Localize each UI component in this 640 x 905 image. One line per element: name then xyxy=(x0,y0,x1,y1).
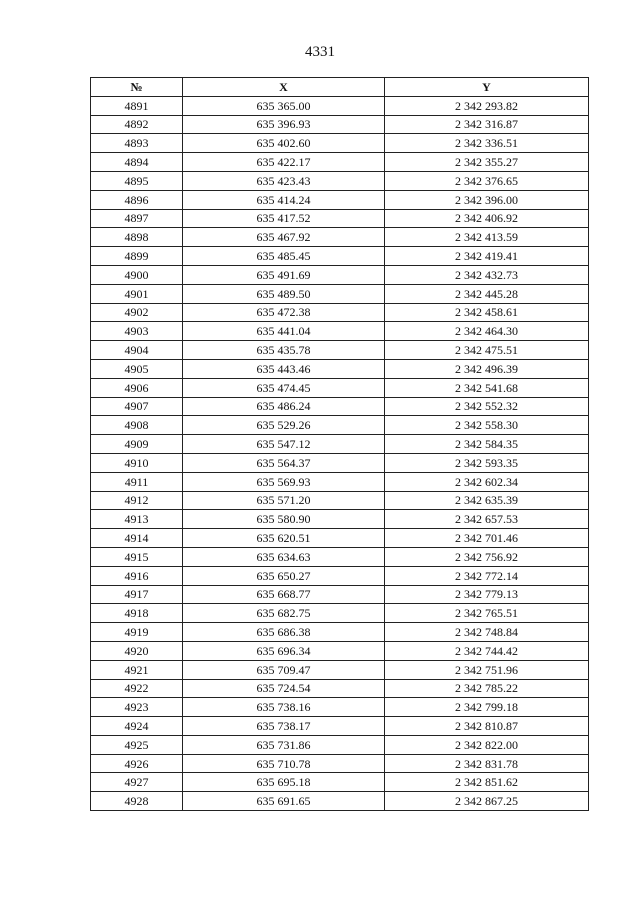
cell-x: 635 486.24 xyxy=(183,397,385,416)
cell-number: 4919 xyxy=(91,623,183,642)
cell-number: 4927 xyxy=(91,773,183,792)
cell-y: 2 342 867.25 xyxy=(385,792,589,811)
cell-x: 635 422.17 xyxy=(183,153,385,172)
table-row xyxy=(91,397,589,416)
cell-y: 2 342 772.14 xyxy=(385,566,589,585)
cell-y: 2 342 406.92 xyxy=(385,209,589,228)
cell-y: 2 342 419.41 xyxy=(385,247,589,266)
cell-y: 2 342 822.00 xyxy=(385,735,589,754)
cell-number: 4918 xyxy=(91,604,183,623)
cell-x: 635 396.93 xyxy=(183,115,385,134)
cell-x: 635 709.47 xyxy=(183,660,385,679)
cell-y: 2 342 475.51 xyxy=(385,341,589,360)
cell-number: 4925 xyxy=(91,735,183,754)
cell-x: 635 474.45 xyxy=(183,378,385,397)
table-row xyxy=(91,735,589,754)
cell-y: 2 342 744.42 xyxy=(385,641,589,660)
cell-number: 4907 xyxy=(91,397,183,416)
cell-x: 635 738.17 xyxy=(183,717,385,736)
table-row xyxy=(91,585,589,604)
cell-y: 2 342 558.30 xyxy=(385,416,589,435)
table-header-row xyxy=(91,78,589,97)
cell-y: 2 342 336.51 xyxy=(385,134,589,153)
cell-x: 635 435.78 xyxy=(183,341,385,360)
table-row xyxy=(91,359,589,378)
cell-y: 2 342 541.68 xyxy=(385,378,589,397)
cell-y: 2 342 432.73 xyxy=(385,265,589,284)
cell-number: 4924 xyxy=(91,717,183,736)
cell-y: 2 342 445.28 xyxy=(385,284,589,303)
table-row xyxy=(91,698,589,717)
cell-number: 4900 xyxy=(91,265,183,284)
table-row xyxy=(91,435,589,454)
table-row xyxy=(91,322,589,341)
cell-number: 4894 xyxy=(91,153,183,172)
cell-x: 635 547.12 xyxy=(183,435,385,454)
cell-y: 2 342 756.92 xyxy=(385,547,589,566)
cell-number: 4910 xyxy=(91,453,183,472)
table-row xyxy=(91,284,589,303)
cell-number: 4908 xyxy=(91,416,183,435)
table-row xyxy=(91,96,589,115)
cell-y: 2 342 293.82 xyxy=(385,96,589,115)
cell-x: 635 472.38 xyxy=(183,303,385,322)
table-row xyxy=(91,773,589,792)
cell-y: 2 342 413.59 xyxy=(385,228,589,247)
cell-x: 635 485.45 xyxy=(183,247,385,266)
cell-x: 635 417.52 xyxy=(183,209,385,228)
table-row xyxy=(91,547,589,566)
cell-y: 2 342 751.96 xyxy=(385,660,589,679)
cell-number: 4897 xyxy=(91,209,183,228)
cell-y: 2 342 701.46 xyxy=(385,529,589,548)
cell-number: 4920 xyxy=(91,641,183,660)
table-row xyxy=(91,623,589,642)
table-row xyxy=(91,303,589,322)
cell-number: 4923 xyxy=(91,698,183,717)
table-row xyxy=(91,228,589,247)
cell-x: 635 489.50 xyxy=(183,284,385,303)
cell-x: 635 668.77 xyxy=(183,585,385,604)
table-row xyxy=(91,134,589,153)
cell-number: 4928 xyxy=(91,792,183,811)
cell-number: 4901 xyxy=(91,284,183,303)
cell-y: 2 342 799.18 xyxy=(385,698,589,717)
cell-number: 4905 xyxy=(91,359,183,378)
cell-y: 2 342 810.87 xyxy=(385,717,589,736)
cell-x: 635 571.20 xyxy=(183,491,385,510)
table-row xyxy=(91,247,589,266)
cell-y: 2 342 396.00 xyxy=(385,190,589,209)
cell-number: 4899 xyxy=(91,247,183,266)
cell-x: 635 529.26 xyxy=(183,416,385,435)
cell-number: 4922 xyxy=(91,679,183,698)
cell-number: 4911 xyxy=(91,472,183,491)
cell-y: 2 342 316.87 xyxy=(385,115,589,134)
cell-number: 4916 xyxy=(91,566,183,585)
cell-x: 635 580.90 xyxy=(183,510,385,529)
cell-y: 2 342 376.65 xyxy=(385,171,589,190)
table-row xyxy=(91,679,589,698)
cell-x: 635 686.38 xyxy=(183,623,385,642)
table-row xyxy=(91,472,589,491)
cell-number: 4909 xyxy=(91,435,183,454)
table-row xyxy=(91,171,589,190)
cell-y: 2 342 496.39 xyxy=(385,359,589,378)
cell-x: 635 467.92 xyxy=(183,228,385,247)
cell-x: 635 491.69 xyxy=(183,265,385,284)
cell-x: 635 710.78 xyxy=(183,754,385,773)
cell-y: 2 342 635.39 xyxy=(385,491,589,510)
table-row xyxy=(91,265,589,284)
cell-number: 4902 xyxy=(91,303,183,322)
page-number: 4331 xyxy=(305,44,335,60)
cell-x: 635 402.60 xyxy=(183,134,385,153)
cell-x: 635 634.63 xyxy=(183,547,385,566)
cell-y: 2 342 355.27 xyxy=(385,153,589,172)
cell-number: 4906 xyxy=(91,378,183,397)
table-row xyxy=(91,510,589,529)
cell-y: 2 342 593.35 xyxy=(385,453,589,472)
cell-y: 2 342 552.32 xyxy=(385,397,589,416)
cell-x: 635 738.16 xyxy=(183,698,385,717)
cell-x: 635 695.18 xyxy=(183,773,385,792)
cell-x: 635 423.43 xyxy=(183,171,385,190)
table-row xyxy=(91,378,589,397)
table-body xyxy=(91,96,589,810)
table-row xyxy=(91,341,589,360)
table-row xyxy=(91,153,589,172)
cell-x: 635 691.65 xyxy=(183,792,385,811)
cell-number: 4913 xyxy=(91,510,183,529)
cell-y: 2 342 779.13 xyxy=(385,585,589,604)
cell-x: 635 682.75 xyxy=(183,604,385,623)
table-row xyxy=(91,416,589,435)
cell-number: 4904 xyxy=(91,341,183,360)
cell-x: 635 620.51 xyxy=(183,529,385,548)
table-row xyxy=(91,717,589,736)
table-row xyxy=(91,641,589,660)
table-row xyxy=(91,491,589,510)
cell-number: 4903 xyxy=(91,322,183,341)
table-row xyxy=(91,209,589,228)
cell-number: 4898 xyxy=(91,228,183,247)
coordinates-table xyxy=(90,77,589,811)
cell-x: 635 650.27 xyxy=(183,566,385,585)
column-header-number: № xyxy=(91,78,183,97)
cell-number: 4892 xyxy=(91,115,183,134)
cell-y: 2 342 831.78 xyxy=(385,754,589,773)
table-row xyxy=(91,190,589,209)
table-row xyxy=(91,115,589,134)
cell-number: 4912 xyxy=(91,491,183,510)
table-row xyxy=(91,754,589,773)
cell-number: 4895 xyxy=(91,171,183,190)
cell-x: 635 443.46 xyxy=(183,359,385,378)
column-header-x: X xyxy=(183,78,385,97)
cell-number: 4896 xyxy=(91,190,183,209)
cell-x: 635 365.00 xyxy=(183,96,385,115)
cell-y: 2 342 851.62 xyxy=(385,773,589,792)
cell-y: 2 342 657.53 xyxy=(385,510,589,529)
cell-x: 635 724.54 xyxy=(183,679,385,698)
cell-number: 4891 xyxy=(91,96,183,115)
cell-x: 635 414.24 xyxy=(183,190,385,209)
cell-number: 4914 xyxy=(91,529,183,548)
cell-number: 4917 xyxy=(91,585,183,604)
table-row xyxy=(91,792,589,811)
cell-x: 635 569.93 xyxy=(183,472,385,491)
cell-y: 2 342 765.51 xyxy=(385,604,589,623)
cell-y: 2 342 602.34 xyxy=(385,472,589,491)
table-row xyxy=(91,566,589,585)
cell-number: 4893 xyxy=(91,134,183,153)
cell-number: 4915 xyxy=(91,547,183,566)
cell-y: 2 342 785.22 xyxy=(385,679,589,698)
cell-number: 4921 xyxy=(91,660,183,679)
table-row xyxy=(91,453,589,472)
column-header-y: Y xyxy=(385,78,589,97)
cell-number: 4926 xyxy=(91,754,183,773)
cell-x: 635 564.37 xyxy=(183,453,385,472)
cell-y: 2 342 458.61 xyxy=(385,303,589,322)
table-row xyxy=(91,529,589,548)
cell-x: 635 696.34 xyxy=(183,641,385,660)
cell-x: 635 731.86 xyxy=(183,735,385,754)
cell-x: 635 441.04 xyxy=(183,322,385,341)
table-row xyxy=(91,604,589,623)
cell-y: 2 342 584.35 xyxy=(385,435,589,454)
cell-y: 2 342 748.84 xyxy=(385,623,589,642)
cell-y: 2 342 464.30 xyxy=(385,322,589,341)
table-row xyxy=(91,660,589,679)
